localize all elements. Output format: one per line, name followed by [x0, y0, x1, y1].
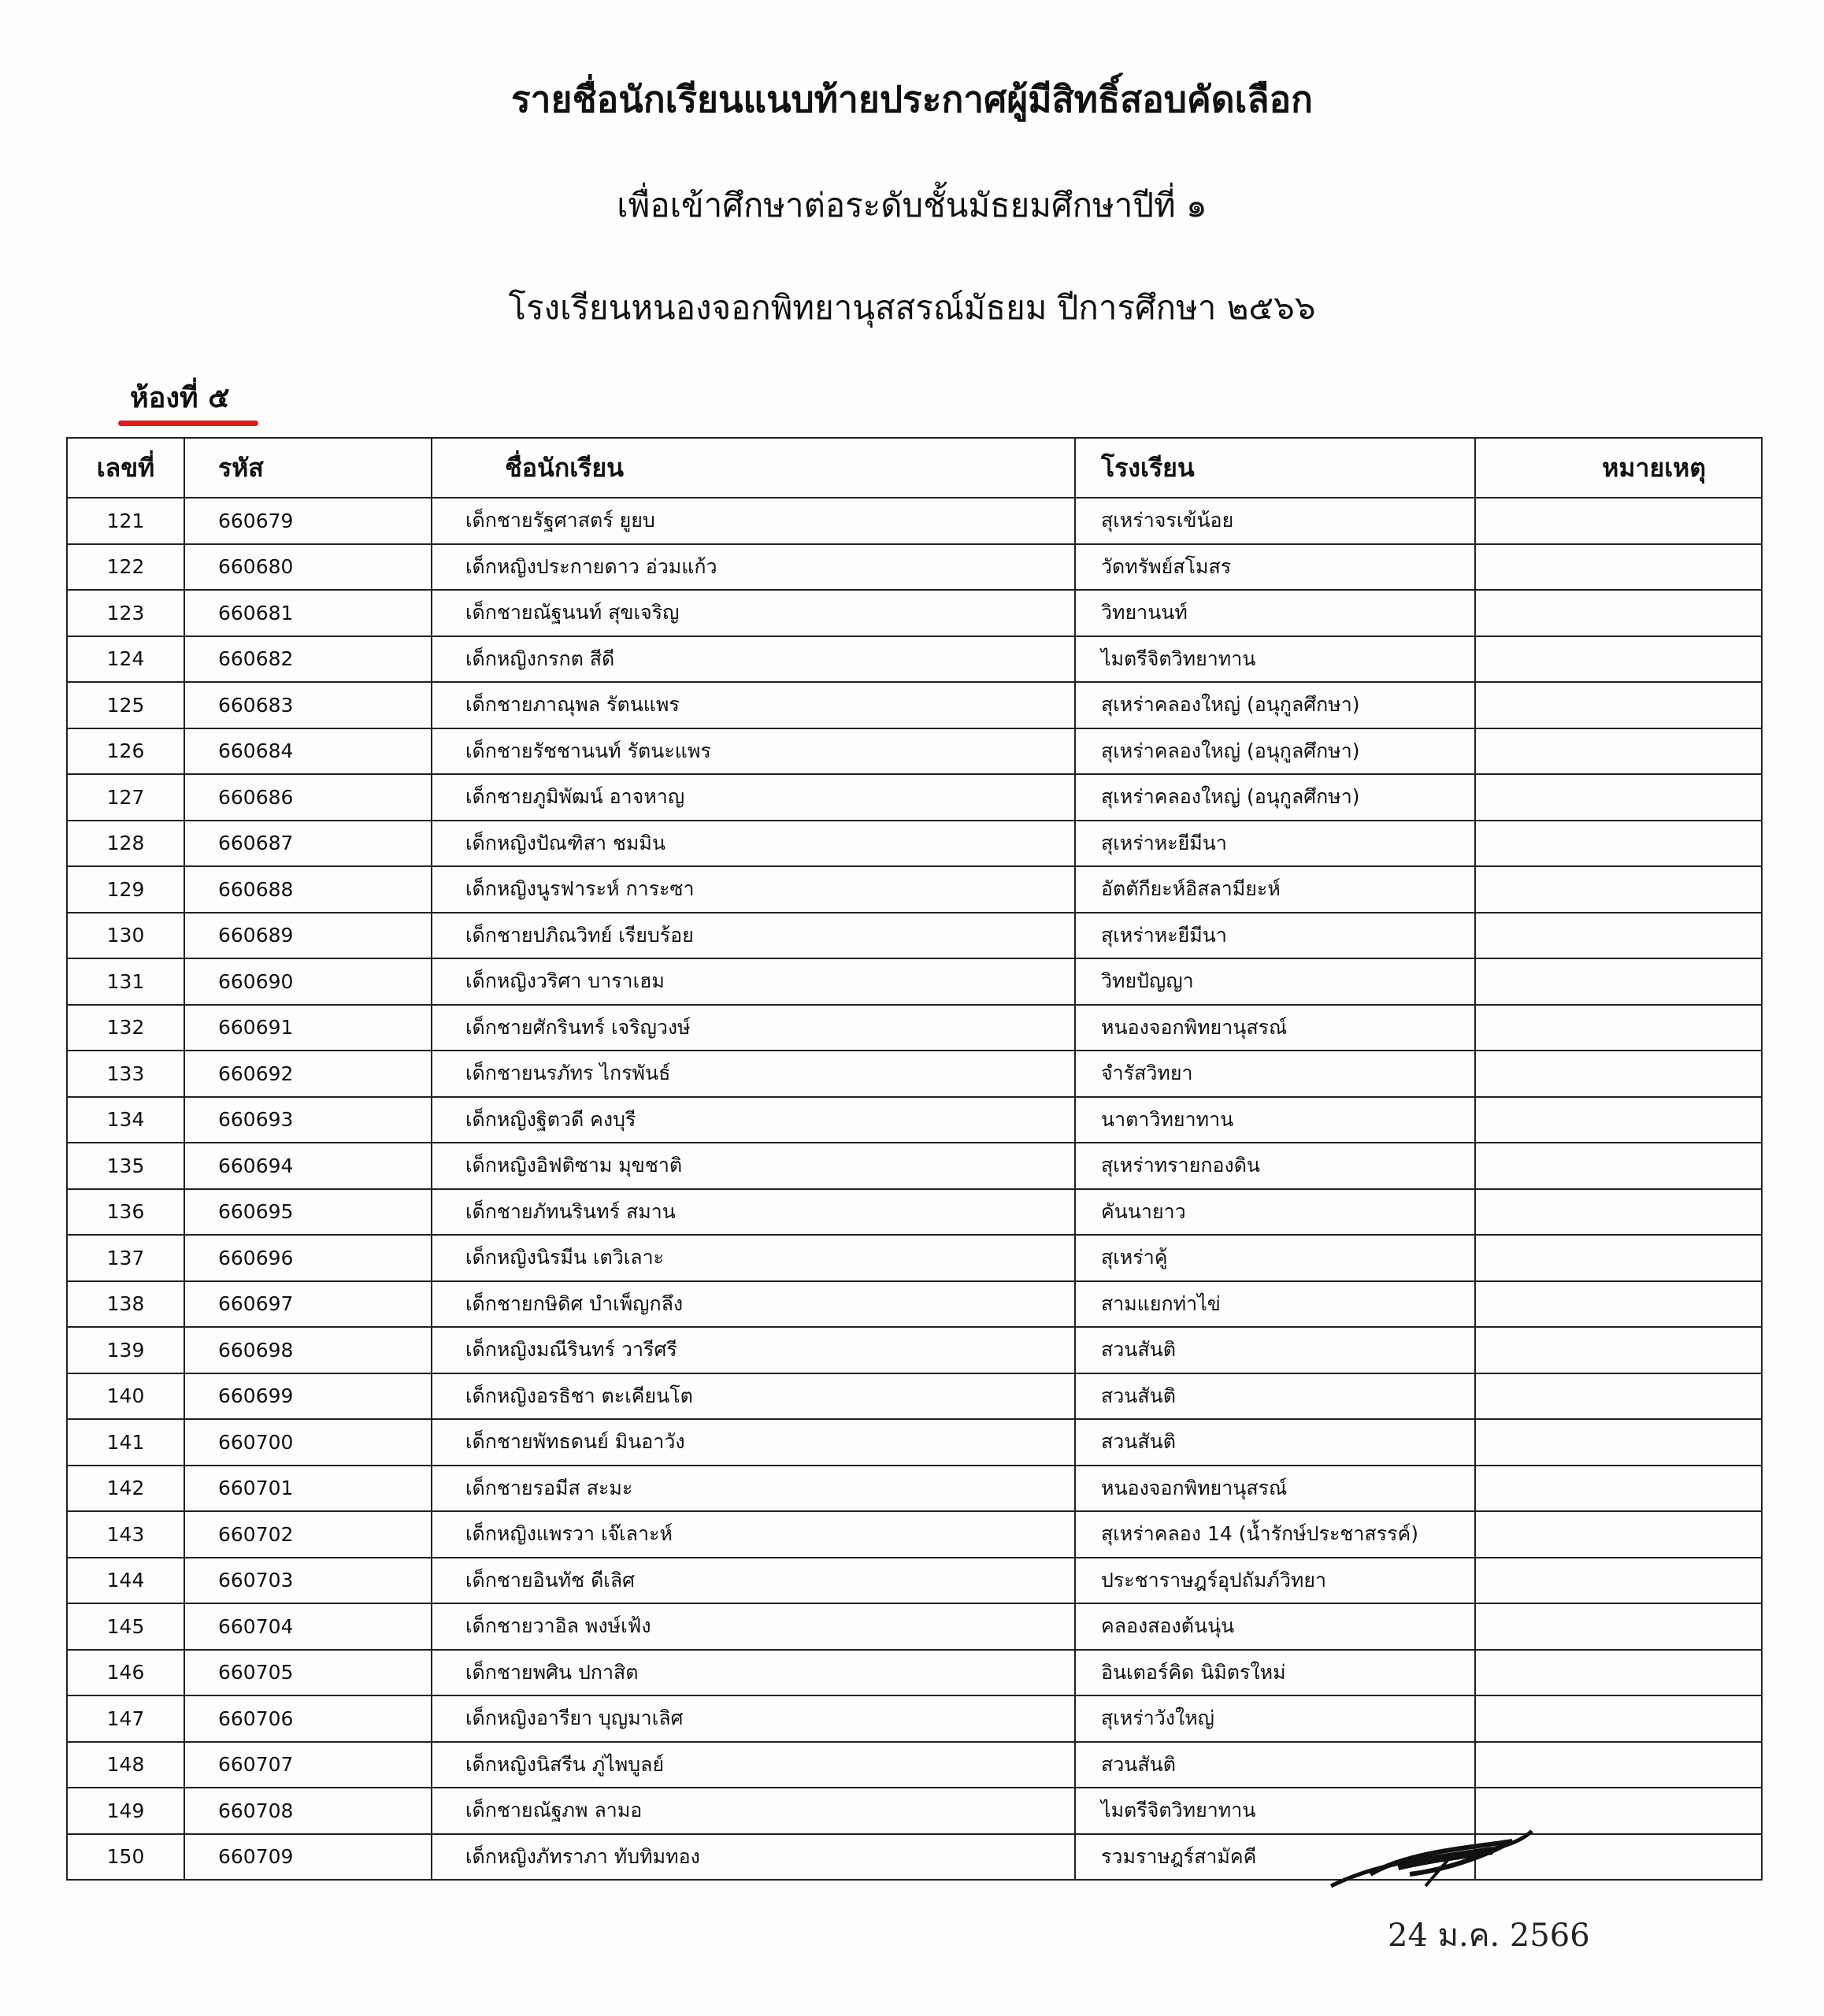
row-number: 146 [67, 1650, 184, 1696]
school-name: สุเหร่าทรายกองดิน [1075, 1143, 1475, 1189]
remark [1475, 1005, 1762, 1051]
student-name: เด็กหญิงภัทราภา ทับทิมทอง [432, 1834, 1075, 1881]
table-row [67, 1695, 1762, 1742]
remark [1475, 682, 1762, 728]
remark [1475, 1695, 1762, 1742]
row-number: 128 [67, 821, 184, 867]
remark [1475, 958, 1762, 1005]
student-code: 660696 [184, 1235, 432, 1281]
student-name: เด็กหญิงนิสรีน ภู่ไพบูลย์ [432, 1742, 1075, 1788]
school-name: นาตาวิทยาทาน [1075, 1097, 1475, 1143]
school-name: สุเหร่าวังใหญ่ [1075, 1695, 1475, 1742]
student-name: เด็กหญิงกรกต สีดี [432, 636, 1075, 683]
school-name: สุเหร่าคลองใหญ่ (อนุกูลศึกษา) [1075, 682, 1475, 728]
table-row [67, 1143, 1762, 1189]
remark [1475, 1327, 1762, 1373]
table-row [67, 1466, 1762, 1512]
school-name: วัดทรัพย์สโมสร [1075, 544, 1475, 591]
remark [1475, 1143, 1762, 1189]
table-row [67, 866, 1762, 913]
student-code: 660687 [184, 821, 432, 867]
student-code: 660686 [184, 774, 432, 821]
student-name: เด็กหญิงวริศา บาราเฮม [432, 958, 1075, 1005]
school-name: สุเหร่าคู้ [1075, 1235, 1475, 1281]
table-row [67, 1097, 1762, 1143]
school-name: สุเหร่าหะยีมีนา [1075, 821, 1475, 867]
signature [1323, 1811, 1559, 1906]
student-name: เด็กชายวาอิล พงษ์เฟ้ง [432, 1603, 1075, 1650]
row-number: 149 [67, 1788, 184, 1834]
student-name: เด็กชายภาณุพล รัตนแพร [432, 682, 1075, 728]
table-row [67, 498, 1762, 544]
remark [1475, 913, 1762, 959]
school-name: สุเหร่าหะยีมีนา [1075, 913, 1475, 959]
student-code: 660690 [184, 958, 432, 1005]
student-code: 660695 [184, 1189, 432, 1236]
student-code: 660704 [184, 1603, 432, 1650]
table-row [67, 682, 1762, 728]
student-name: เด็กชายศักรินทร์ เจริญวงษ์ [432, 1005, 1075, 1051]
room-label: ห้องที่ ๕ [130, 382, 230, 414]
school-name: หนองจอกพิทยานุสรณ์ [1075, 1005, 1475, 1051]
remark [1475, 498, 1762, 544]
student-name: เด็กชายรัชชานนท์ รัตนะแพร [432, 728, 1075, 775]
student-code: 660684 [184, 728, 432, 775]
school-name: สวนสันติ [1075, 1327, 1475, 1373]
row-number: 148 [67, 1742, 184, 1788]
student-name: เด็กชายณัฐภพ ลามอ [432, 1788, 1075, 1834]
student-name: เด็กหญิงนูรฟาระห์ การะซา [432, 866, 1075, 913]
student-code: 660702 [184, 1511, 432, 1558]
student-name: เด็กชายอินทัช ดีเลิศ [432, 1558, 1075, 1604]
table-row [67, 1005, 1762, 1051]
student-name: เด็กหญิงปัณฑิสา ชมมิน [432, 821, 1075, 867]
remark [1475, 1466, 1762, 1512]
row-number: 140 [67, 1373, 184, 1420]
row-number: 124 [67, 636, 184, 683]
school-name: สวนสันติ [1075, 1742, 1475, 1788]
student-code: 660708 [184, 1788, 432, 1834]
remark [1475, 1650, 1762, 1696]
table-row [67, 636, 1762, 683]
student-code: 660688 [184, 866, 432, 913]
remark [1475, 1558, 1762, 1604]
room-underline [118, 421, 258, 426]
remark [1475, 636, 1762, 683]
school-name: หนองจอกพิทยานุสรณ์ [1075, 1466, 1475, 1512]
remark [1475, 1511, 1762, 1558]
student-name: เด็กหญิงนิรมีน เตวิเลาะ [432, 1235, 1075, 1281]
table-row [67, 958, 1762, 1005]
remark [1475, 1603, 1762, 1650]
remark [1475, 1742, 1762, 1788]
school-year-line: โรงเรียนหนองจอกพิทยานุสสรณ์มัธยม ปีการศึกษา ๒๕๖๖ [508, 288, 1316, 327]
remark [1475, 1051, 1762, 1097]
table-row [67, 544, 1762, 591]
student-name: เด็กหญิงอรธิชา ตะเคียนโต [432, 1373, 1075, 1420]
student-code: 660683 [184, 682, 432, 728]
remark [1475, 866, 1762, 913]
student-code: 660691 [184, 1005, 432, 1051]
remark [1475, 821, 1762, 867]
column-header-school: โรงเรียน [1075, 438, 1475, 498]
table-row [67, 821, 1762, 867]
row-number: 147 [67, 1695, 184, 1742]
remark [1475, 728, 1762, 775]
row-number: 138 [67, 1281, 184, 1328]
student-roster-table [66, 437, 1763, 1881]
student-name: เด็กหญิงแพรวา เจ๊เลาะห์ [432, 1511, 1075, 1558]
school-name: สวนสันติ [1075, 1373, 1475, 1420]
row-number: 150 [67, 1834, 184, 1881]
row-number: 142 [67, 1466, 184, 1512]
table-row [67, 774, 1762, 821]
column-header-remark: หมายเหตุ [1475, 438, 1762, 498]
table-row [67, 1051, 1762, 1097]
row-number: 131 [67, 958, 184, 1005]
remark [1475, 1189, 1762, 1236]
student-code: 660679 [184, 498, 432, 544]
remark [1475, 544, 1762, 591]
school-name: อัตตักียะห์อิสลามียะห์ [1075, 866, 1475, 913]
student-name: เด็กชายภูมิพัฒน์ อาจหาญ [432, 774, 1075, 821]
school-name: คลองสองต้นนุ่น [1075, 1603, 1475, 1650]
table-row [67, 1419, 1762, 1466]
student-code: 660701 [184, 1466, 432, 1512]
row-number: 132 [67, 1005, 184, 1051]
row-number: 139 [67, 1327, 184, 1373]
school-name: สุเหร่าคลองใหญ่ (อนุกูลศึกษา) [1075, 728, 1475, 775]
school-name: ประชาราษฎร์อุปถัมภ์วิทยา [1075, 1558, 1475, 1604]
student-name: เด็กชายพศิน ปกาสิต [432, 1650, 1075, 1696]
student-code: 660700 [184, 1419, 432, 1466]
table-row [67, 913, 1762, 959]
table-header-row [67, 438, 1762, 498]
remark [1475, 1419, 1762, 1466]
row-number: 135 [67, 1143, 184, 1189]
student-name: เด็กชายพัทธดนย์ มินอาวัง [432, 1419, 1075, 1466]
school-name: คันนายาว [1075, 1189, 1475, 1236]
student-name: เด็กหญิงประกายดาว อ่วมแก้ว [432, 544, 1075, 591]
row-number: 144 [67, 1558, 184, 1604]
row-number: 137 [67, 1235, 184, 1281]
student-name: เด็กชายกษิดิศ บำเพ็ญกลึง [432, 1281, 1075, 1328]
row-number: 141 [67, 1419, 184, 1466]
table-row [67, 1742, 1762, 1788]
student-code: 660709 [184, 1834, 432, 1881]
row-number: 136 [67, 1189, 184, 1236]
school-name: ไมตรีจิตวิทยาทาน [1075, 636, 1475, 683]
row-number: 125 [67, 682, 184, 728]
remark [1475, 1373, 1762, 1420]
school-name: อินเตอร์คิด นิมิตรใหม่ [1075, 1650, 1475, 1696]
remark [1475, 1281, 1762, 1328]
student-code: 660697 [184, 1281, 432, 1328]
school-name: วิทยานนท์ [1075, 590, 1475, 636]
table-row [67, 1373, 1762, 1420]
date-stamp: 24 ม.ค. 2566 [1388, 1918, 1590, 1954]
row-number: 143 [67, 1511, 184, 1558]
table-row [67, 1558, 1762, 1604]
student-name: เด็กชายณัฐนนท์ สุขเจริญ [432, 590, 1075, 636]
remark [1475, 774, 1762, 821]
table-row [67, 1603, 1762, 1650]
row-number: 134 [67, 1097, 184, 1143]
student-code: 660680 [184, 544, 432, 591]
student-name: เด็กชายรอมีส สะมะ [432, 1466, 1075, 1512]
student-name: เด็กหญิงฐิตวดี คงบุรี [432, 1097, 1075, 1143]
student-code: 660681 [184, 590, 432, 636]
student-code: 660689 [184, 913, 432, 959]
school-name: จำรัสวิทยา [1075, 1051, 1475, 1097]
row-number: 129 [67, 866, 184, 913]
table-body [67, 498, 1762, 1880]
student-code: 660693 [184, 1097, 432, 1143]
table-row [67, 590, 1762, 636]
school-name: สุเหร่าคลอง 14 (น้ำรักษ์ประชาสรรค์) [1075, 1511, 1475, 1558]
student-code: 660705 [184, 1650, 432, 1696]
row-number: 126 [67, 728, 184, 775]
school-name: สามแยกท่าไข่ [1075, 1281, 1475, 1328]
row-number: 123 [67, 590, 184, 636]
row-number: 145 [67, 1603, 184, 1650]
remark [1475, 1235, 1762, 1281]
school-name: รวมราษฎร์สามัคคี [1075, 1834, 1475, 1881]
row-number: 127 [67, 774, 184, 821]
column-header-number: เลขที่ [67, 438, 184, 498]
school-name: สวนสันติ [1075, 1419, 1475, 1466]
school-name: สุเหร่าจรเข้น้อย [1075, 498, 1475, 544]
column-header-code: รหัส [184, 438, 432, 498]
column-header-student-name: ชื่อนักเรียน [432, 438, 1075, 498]
student-name: เด็กหญิงอารียา บุญมาเลิศ [432, 1695, 1075, 1742]
student-code: 660692 [184, 1051, 432, 1097]
student-name: เด็กหญิงมณีรินทร์ วารีศรี [432, 1327, 1075, 1373]
table-row [67, 1511, 1762, 1558]
school-name: ไมตรีจิตวิทยาทาน [1075, 1788, 1475, 1834]
student-name: เด็กชายนรภัทร ไกรพันธ์ [432, 1051, 1075, 1097]
document-subtitle: เพื่อเข้าศึกษาต่อระดับชั้นมัธยมศึกษาปีที่ ๑ [617, 186, 1207, 224]
row-number: 133 [67, 1051, 184, 1097]
remark [1475, 590, 1762, 636]
table-row [67, 1189, 1762, 1236]
remark [1475, 1097, 1762, 1143]
student-name: เด็กชายปภิณวิทย์ เรียบร้อย [432, 913, 1075, 959]
table-row [67, 1281, 1762, 1328]
student-code: 660707 [184, 1742, 432, 1788]
table-row [67, 1235, 1762, 1281]
table-row [67, 1650, 1762, 1696]
student-code: 660699 [184, 1373, 432, 1420]
student-name: เด็กชายภัทนรินทร์ สมาน [432, 1189, 1075, 1236]
table-row [67, 728, 1762, 775]
table-row [67, 1327, 1762, 1373]
row-number: 122 [67, 544, 184, 591]
student-code: 660682 [184, 636, 432, 683]
document-title: รายชื่อนักเรียนแนบท้ายประกาศผู้มีสิทธิ์สอบคัดเลือก [510, 78, 1314, 120]
student-code: 660694 [184, 1143, 432, 1189]
student-code: 660703 [184, 1558, 432, 1604]
student-name: เด็กชายรัฐศาสตร์ ยูยบ [432, 498, 1075, 544]
student-name: เด็กหญิงอิฟติซาม มุขชาติ [432, 1143, 1075, 1189]
school-name: วิทยปัญญา [1075, 958, 1475, 1005]
student-code: 660706 [184, 1695, 432, 1742]
row-number: 130 [67, 913, 184, 959]
school-name: สุเหร่าคลองใหญ่ (อนุกูลศึกษา) [1075, 774, 1475, 821]
row-number: 121 [67, 498, 184, 544]
student-code: 660698 [184, 1327, 432, 1373]
